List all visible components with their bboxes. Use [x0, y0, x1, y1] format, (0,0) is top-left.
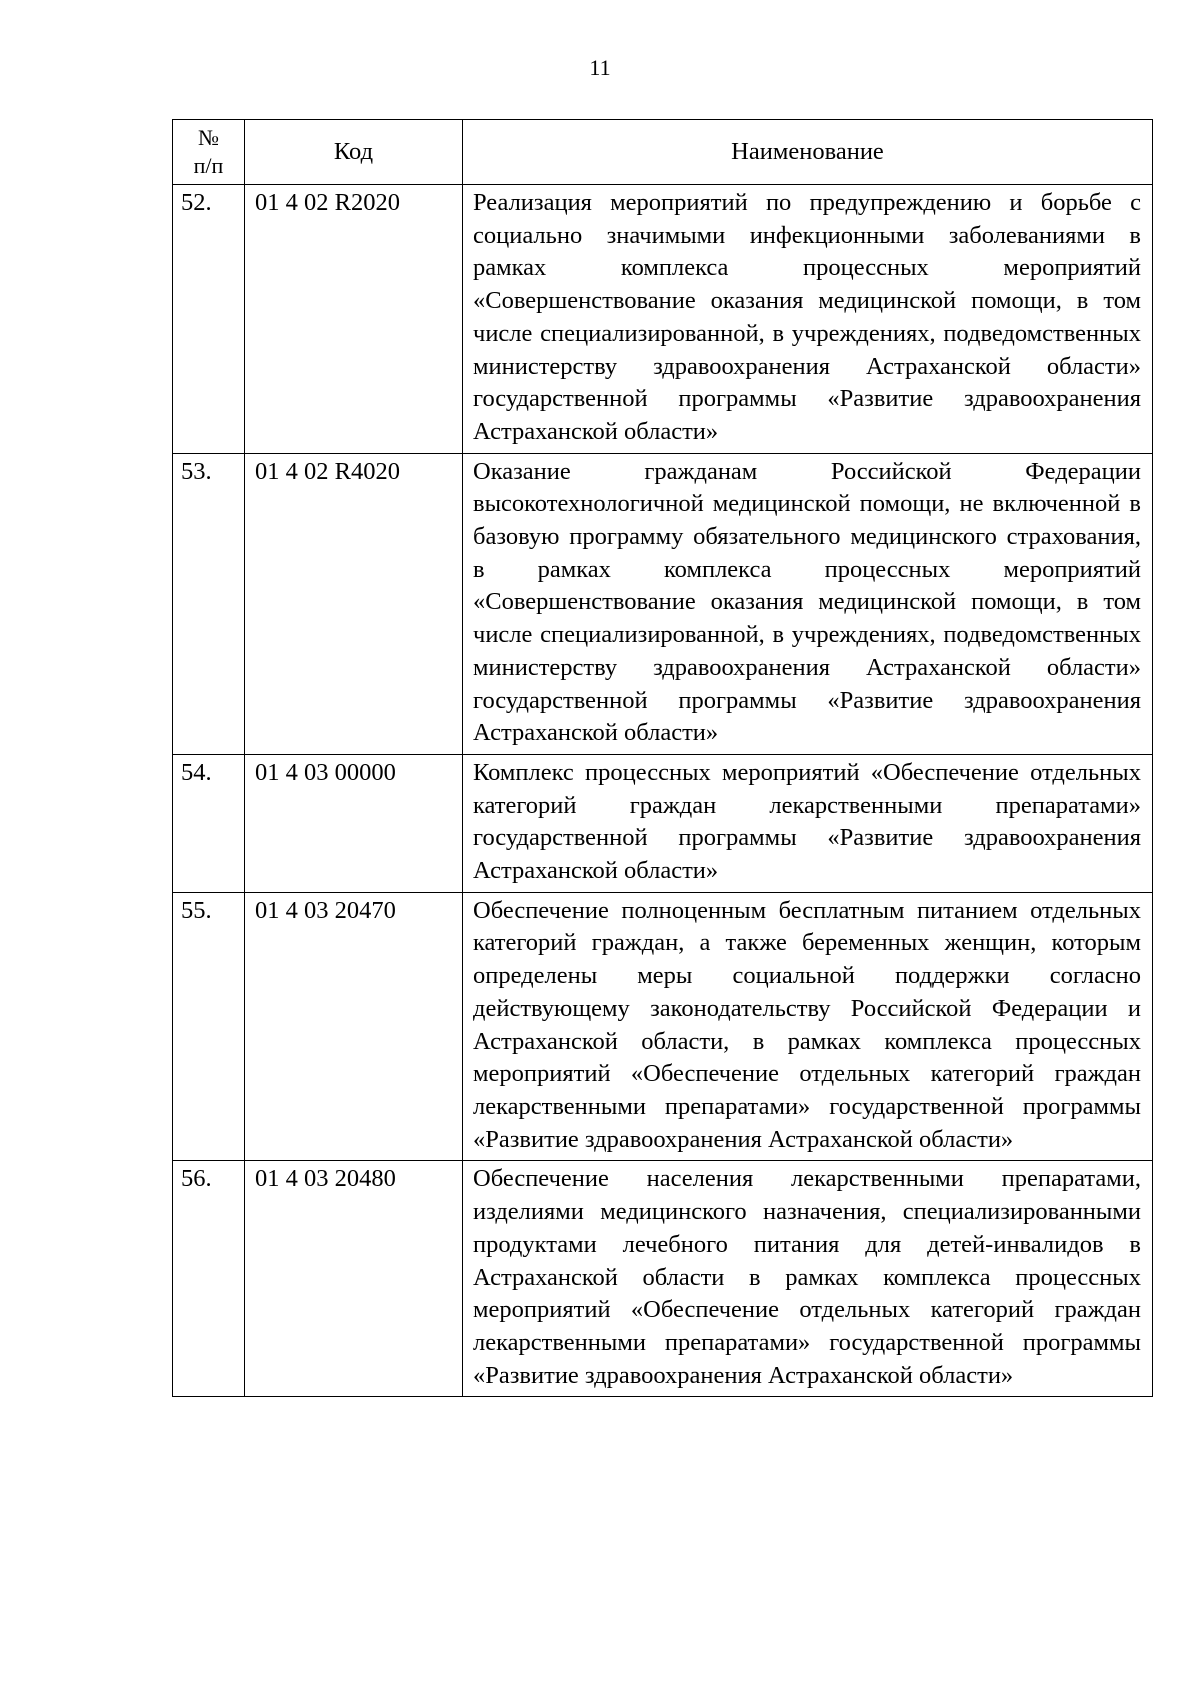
row-number: 56.	[173, 1161, 245, 1397]
header-num-symbol: №	[198, 125, 219, 150]
header-code: Код	[245, 120, 463, 185]
table-row	[173, 453, 1153, 754]
table-row	[173, 892, 1153, 1161]
row-name: Обеспечение полноценным бесплатным питанием отдельных категорий граждан, а также беременных женщин, которым определены меры социальной поддержки согласно действующему законодательству Российской Федерации и Астраханской области, в рамках комплекса процессных мероприятий «Обеспечение отдельных категорий граждан лекарственными препаратами» государственной программы «Развитие здравоохранения Астраханской области»	[463, 892, 1153, 1161]
row-code: 01 4 03 20470	[245, 892, 463, 1161]
classification-table	[172, 119, 1153, 1397]
row-name: Комплекс процессных мероприятий «Обеспечение отдельных категорий граждан лекарственными препаратами» государственной программы «Развитие здравоохранения Астраханской области»	[463, 754, 1153, 892]
row-name: Реализация мероприятий по предупреждению и борьбе с социально значимыми инфекционными заболеваниями в рамках комплекса процессных мероприятий «Совершенствование оказания медицинской помощи, в том числе специализированной, в учреждениях, подведомственных министерству здравоохранения Астраханской области» государственной программы «Развитие здравоохранения Астраханской области»	[463, 185, 1153, 454]
header-row	[173, 120, 1153, 185]
table-body	[173, 185, 1153, 1397]
row-code: 01 4 03 00000	[245, 754, 463, 892]
header-num	[173, 120, 245, 185]
table-row	[173, 185, 1153, 454]
row-name: Обеспечение населения лекарственными препаратами, изделиями медицинского назначения, специализированными продуктами лечебного питания для детей-инвалидов в Астраханской области в рамках комплекса процессных мероприятий «Обеспечение отдельных категорий граждан лекарственными препаратами» государственной программы «Развитие здравоохранения Астраханской области»	[463, 1161, 1153, 1397]
row-code: 01 4 02 R4020	[245, 453, 463, 754]
table-row	[173, 1161, 1153, 1397]
row-code: 01 4 03 20480	[245, 1161, 463, 1397]
page-number: 11	[589, 55, 611, 80]
header-name: Наименование	[463, 120, 1153, 185]
row-number: 52.	[173, 185, 245, 454]
table-row	[173, 754, 1153, 892]
row-number: 53.	[173, 453, 245, 754]
header-num-abbrev: п/п	[193, 153, 224, 178]
row-name: Оказание гражданам Российской Федерации высокотехнологичной медицинской помощи, не включенной в базовую программу обязательного медицинского страхования, в рамках комплекса процессных мероприятий «Совершенствование оказания медицинской помощи, в том числе специализированной, в учреждениях, подведомственных министерству здравоохранения Астраханской области» государственной программы «Развитие здравоохранения Астраханской области»	[463, 453, 1153, 754]
row-code: 01 4 02 R2020	[245, 185, 463, 454]
table-header	[173, 120, 1153, 185]
row-number: 55.	[173, 892, 245, 1161]
row-number: 54.	[173, 754, 245, 892]
